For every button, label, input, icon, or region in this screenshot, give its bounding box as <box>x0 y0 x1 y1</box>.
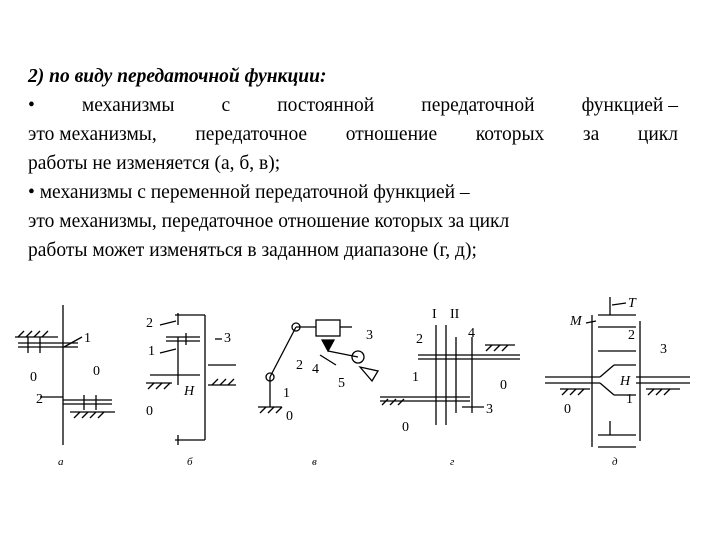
figure-b <box>146 313 236 468</box>
label: 3 <box>486 402 493 417</box>
label: I <box>432 307 437 322</box>
label: 1 <box>412 370 419 385</box>
label: 1 <box>626 392 633 407</box>
label: 4 <box>468 326 475 341</box>
figure-v <box>258 320 378 468</box>
label: 0 <box>286 409 293 424</box>
bullet1-line1 <box>28 91 678 120</box>
word: за <box>582 124 600 145</box>
word: постоянной <box>277 95 375 116</box>
word: функцией – <box>581 95 678 116</box>
label: 4 <box>312 362 319 377</box>
label: 2 <box>36 392 43 407</box>
label: M <box>570 314 582 329</box>
section-heading: 2) по виду передаточной функции: <box>28 66 327 87</box>
label: H <box>184 384 195 399</box>
word: которых <box>475 124 545 145</box>
bullet2-line3: работы может изменяться в заданном диапазоне (г, д); <box>28 240 477 261</box>
label: T <box>628 296 636 311</box>
label: 3 <box>224 331 231 346</box>
label: 1 <box>283 386 290 401</box>
caption: д <box>612 456 618 468</box>
label: 5 <box>338 376 345 391</box>
bullet1-line2 <box>28 120 678 149</box>
figure-g <box>380 307 520 468</box>
label: 1 <box>148 344 155 359</box>
label: 0 <box>564 402 571 417</box>
label: II <box>450 307 460 322</box>
word: механизмы <box>81 95 175 116</box>
bullet2-line2: это механизмы, передаточное отношение которых за цикл <box>28 211 510 232</box>
label: 2 <box>296 358 303 373</box>
label: 2 <box>416 332 423 347</box>
caption: б <box>187 456 193 468</box>
label: 1 <box>84 331 91 346</box>
label: 0 <box>146 404 153 419</box>
text-block <box>28 62 678 265</box>
caption: а <box>58 456 64 468</box>
word: отношение <box>345 124 438 145</box>
label: 2 <box>628 328 635 343</box>
label: 0 <box>93 364 100 379</box>
label: 3 <box>660 342 667 357</box>
label: 3 <box>366 328 373 343</box>
figure-a <box>15 305 115 468</box>
label: 2 <box>146 316 153 331</box>
word: • <box>28 95 35 116</box>
word: передаточное <box>195 124 308 145</box>
word: с <box>221 95 231 116</box>
word: это механизмы, <box>28 124 157 145</box>
bullet2-line1: • механизмы с переменной передаточной функцией – <box>28 182 470 203</box>
word: передаточной <box>421 95 535 116</box>
mechanism-figures <box>0 285 720 540</box>
label: 0 <box>402 420 409 435</box>
label: 0 <box>500 378 507 393</box>
bullet1-line3: работы не изменяется (а, б, в); <box>28 153 281 174</box>
caption: в <box>312 456 317 468</box>
figure-d <box>545 296 690 468</box>
word: цикл <box>637 124 678 145</box>
caption: г <box>450 456 455 468</box>
label: 0 <box>30 370 37 385</box>
label: H <box>620 374 631 389</box>
